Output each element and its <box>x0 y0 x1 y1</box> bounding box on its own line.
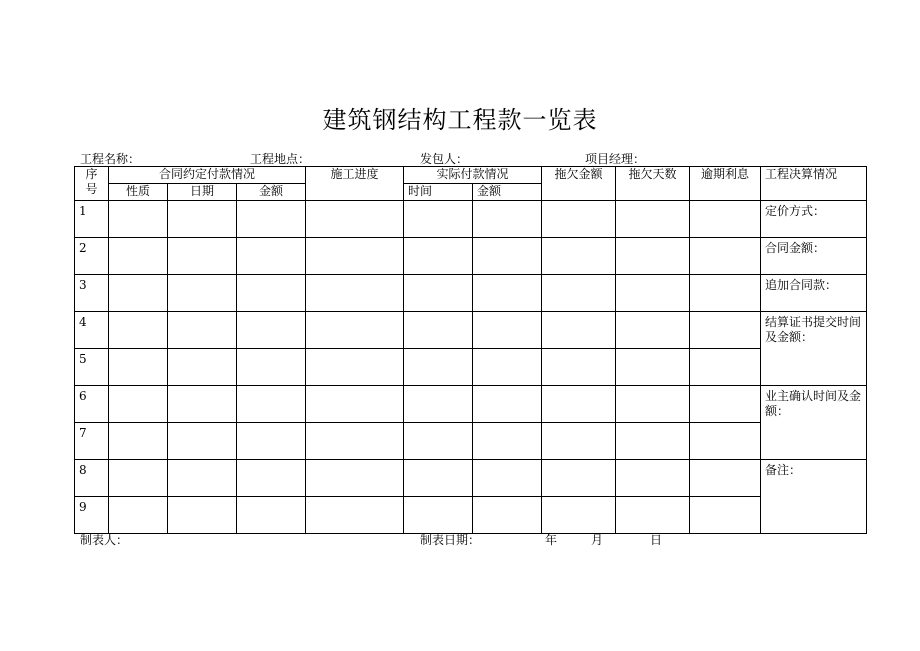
owner-confirmation-label: 业主确认时间及金额： <box>761 386 867 460</box>
certificate-submission-label: 结算证书提交时间及金额： <box>761 312 867 386</box>
table-row <box>75 201 867 238</box>
table-row <box>75 423 867 460</box>
table-row <box>75 238 867 275</box>
header-progress: 施工进度 <box>306 167 404 201</box>
header-amount: 金额 <box>237 184 306 201</box>
row-number: 8 <box>75 460 109 497</box>
payment-table <box>74 166 867 534</box>
header-settlement: 工程决算情况 <box>761 167 867 201</box>
header-actual-payment: 实际付款情况 <box>404 167 542 184</box>
month-label: 月 <box>591 533 604 547</box>
header-nature: 性质 <box>109 184 168 201</box>
remarks-label: 备注： <box>761 460 867 534</box>
table-row <box>75 460 867 497</box>
header-overdue-interest: 逾期利息 <box>690 167 761 201</box>
project-location-label: 工程地点： <box>250 152 311 166</box>
header-arrears-days: 拖欠天数 <box>616 167 690 201</box>
header-arrears-amount: 拖欠金额 <box>542 167 616 201</box>
contractor-label: 发包人： <box>420 152 469 166</box>
row-number: 2 <box>75 238 109 275</box>
header-time: 时间 <box>404 184 473 201</box>
row-number: 9 <box>75 497 109 534</box>
project-manager-label: 项目经理： <box>585 152 646 166</box>
project-name-label: 工程名称： <box>80 152 141 166</box>
table-row <box>75 386 867 423</box>
prepared-date-label: 制表日期： <box>420 533 481 547</box>
contract-amount-label: 合同金额： <box>761 238 867 275</box>
table-row <box>75 275 867 312</box>
page-title: 建筑钢结构工程款一览表 <box>322 106 598 134</box>
row-number: 7 <box>75 423 109 460</box>
header-actual-amount: 金额 <box>473 184 542 201</box>
pricing-method-label: 定价方式： <box>761 201 867 238</box>
table-row <box>75 349 867 386</box>
row-number: 4 <box>75 312 109 349</box>
year-label: 年 <box>545 533 558 547</box>
header-contract-payment: 合同约定付款情况 <box>109 167 306 184</box>
row-number: 5 <box>75 349 109 386</box>
preparer-label: 制表人： <box>80 533 129 547</box>
header-date: 日期 <box>168 184 237 201</box>
row-number: 1 <box>75 201 109 238</box>
day-label: 日 <box>650 533 663 547</box>
row-number: 6 <box>75 386 109 423</box>
row-number: 3 <box>75 275 109 312</box>
table-row <box>75 497 867 534</box>
table-row <box>75 312 867 349</box>
additional-contract-label: 追加合同款： <box>761 275 867 312</box>
header-seq: 序 号 <box>75 167 109 201</box>
